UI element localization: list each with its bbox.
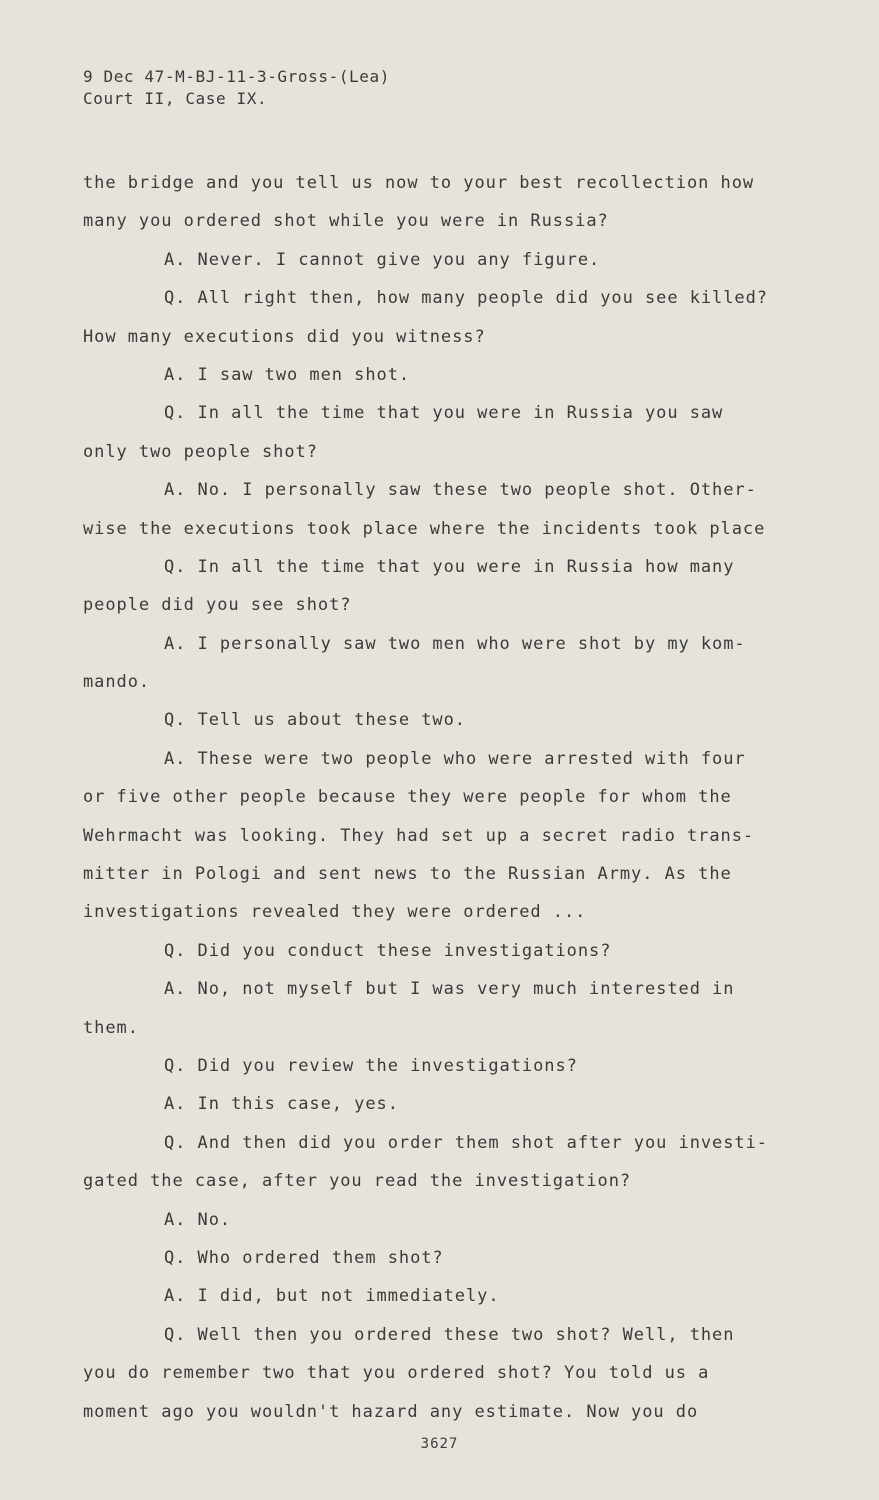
transcript-line: many you ordered shot while you were in Russia? bbox=[83, 211, 609, 232]
header-reference-line: 9 Dec 47-M-BJ-11-3-Gross-(Lea) bbox=[83, 67, 390, 86]
transcript-line: How many executions did you witness? bbox=[83, 326, 486, 347]
transcript-line: Q. Who ordered them shot? bbox=[164, 1247, 444, 1268]
transcript-body bbox=[83, 164, 823, 1431]
page-number: 3627 bbox=[420, 1436, 459, 1452]
transcript-line: A. No, not myself but I was very much interested in bbox=[164, 979, 735, 1000]
transcript-line: only two people shot? bbox=[83, 441, 318, 462]
transcript-line: A. These were two people who were arrested with four bbox=[164, 748, 746, 769]
transcript-line: the bridge and you tell us now to your best recollection how bbox=[83, 173, 755, 193]
transcript-line: Q. All right then, how many people did you see killed? bbox=[164, 288, 768, 309]
transcript-line: Q. Well then you ordered these two shot? Well, then bbox=[164, 1324, 735, 1345]
transcript-line: people did you see shot? bbox=[83, 595, 352, 616]
transcript-line: A. I saw two men shot. bbox=[164, 364, 411, 385]
transcript-line: Wehrmacht was looking. They had set up a secret radio trans- bbox=[83, 825, 755, 846]
transcript-line: mando. bbox=[83, 672, 151, 693]
transcript-line: A. In this case, yes. bbox=[164, 1094, 399, 1115]
transcript-line: A. I did, but not immediately. bbox=[164, 1286, 500, 1307]
transcript-line: wise the executions took place where the incidents took place bbox=[83, 518, 766, 539]
transcript-line: Q. In all the time that you were in Russia how many bbox=[164, 556, 735, 577]
document-header bbox=[83, 66, 390, 110]
transcript-line: you do remember two that you ordered shot? You told us a bbox=[83, 1363, 710, 1384]
transcript-line: Q. Did you review the investigations? bbox=[164, 1055, 578, 1076]
transcript-line: Q. In all the time that you were in Russia you saw bbox=[164, 403, 724, 424]
transcript-line: mitter in Pologi and sent news to the Russian Army. As the bbox=[83, 864, 732, 885]
transcript-line: them. bbox=[83, 1017, 139, 1038]
transcript-line: moment ago you wouldn't hazard any estimate. Now you do bbox=[83, 1401, 699, 1422]
transcript-line: investigations revealed they were ordered ... bbox=[83, 902, 587, 923]
transcript-line: gated the case, after you read the investigation? bbox=[83, 1171, 632, 1192]
header-court-line: Court II, Case IX. bbox=[83, 89, 268, 108]
transcript-line: Q. Tell us about these two. bbox=[164, 710, 466, 731]
transcript-line: A. No. I personally saw these two people shot. Other- bbox=[164, 480, 757, 501]
transcript-line: Q. And then did you order them shot after you investi- bbox=[164, 1132, 768, 1153]
transcript-line: A. I personally saw two men who were shot by my kom- bbox=[164, 633, 746, 654]
transcript-line: A. No. bbox=[164, 1209, 232, 1230]
transcript-line: A. Never. I cannot give you any figure. bbox=[164, 249, 601, 270]
transcript-line: Q. Did you conduct these investigations? bbox=[164, 940, 612, 961]
transcript-line: or five other people because they were people for whom the bbox=[83, 787, 732, 808]
